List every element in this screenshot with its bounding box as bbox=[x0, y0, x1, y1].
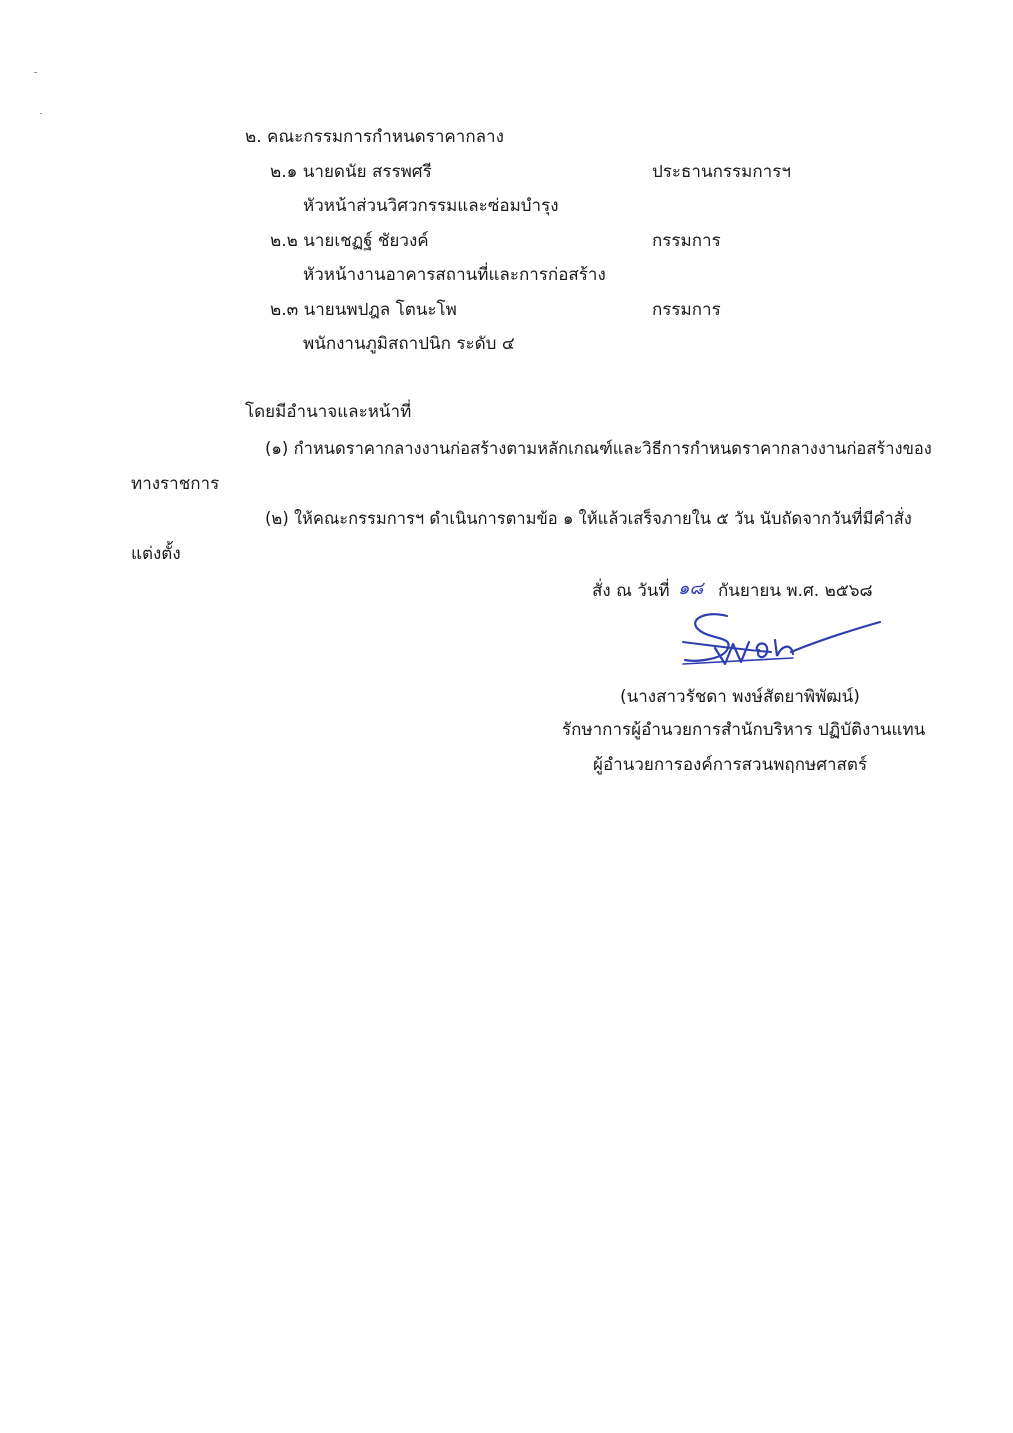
member-name: ๒.๓ นายนพปฎล โตนะโพ bbox=[270, 300, 457, 320]
order-date-prefix: สั่ง ณ วันที่ bbox=[592, 581, 670, 601]
member-title: หัวหน้างานอาคารสถานที่และการก่อสร้าง bbox=[303, 265, 606, 285]
signer-position: รักษาการผู้อำนวยการสำนักบริหาร ปฏิบัติงานแทน bbox=[562, 720, 926, 740]
handwritten-signature bbox=[675, 606, 885, 676]
order-date-day-handwritten: ๑๘ bbox=[678, 578, 704, 599]
member-name: ๒.๒ นายเชฏฐ์ ชัยวงค์ bbox=[270, 231, 429, 251]
member-role: ประธานกรรมการฯ bbox=[652, 162, 791, 182]
member-role: กรรมการ bbox=[652, 300, 721, 320]
signer-name: (นางสาวรัชดา พงษ์สัตยาพิพัฒน์) bbox=[620, 687, 860, 707]
member-title: หัวหน้าส่วนวิศวกรรมและซ่อมบำรุง bbox=[303, 196, 559, 216]
scan-speck bbox=[34, 72, 37, 73]
signer-position-continued: ผู้อำนวยการองค์การสวนพฤกษศาสตร์ bbox=[593, 755, 868, 775]
member-name: ๒.๑ นายดนัย สรรพศรี bbox=[270, 162, 432, 182]
duty-item-continuation: แต่งตั้ง bbox=[131, 544, 181, 564]
scan-speck bbox=[40, 113, 42, 114]
duty-item-line: (๒) ให้คณะกรรมการฯ ดำเนินการตามข้อ ๑ ให้แล้วเสร็จภายใน ๕ วัน นับถัดจากวันที่มีคำสั่ง bbox=[265, 509, 912, 528]
member-title: พนักงานภูมิสถาปนิก ระดับ ๔ bbox=[303, 334, 515, 354]
duty-item-line: (๑) กำหนดราคากลางงานก่อสร้างตามหลักเกณฑ์และวิธีการกำหนดราคากลางงานก่อสร้างของ bbox=[265, 439, 932, 458]
duty-item-continuation: ทางราชการ bbox=[131, 474, 220, 494]
order-date-month-year: กันยายน พ.ศ. ๒๕๖๘ bbox=[718, 581, 873, 601]
section-heading: ๒. คณะกรรมการกำหนดราคากลาง bbox=[245, 127, 504, 147]
duties-heading: โดยมีอำนาจและหน้าที่ bbox=[245, 402, 412, 422]
member-role: กรรมการ bbox=[652, 231, 721, 251]
